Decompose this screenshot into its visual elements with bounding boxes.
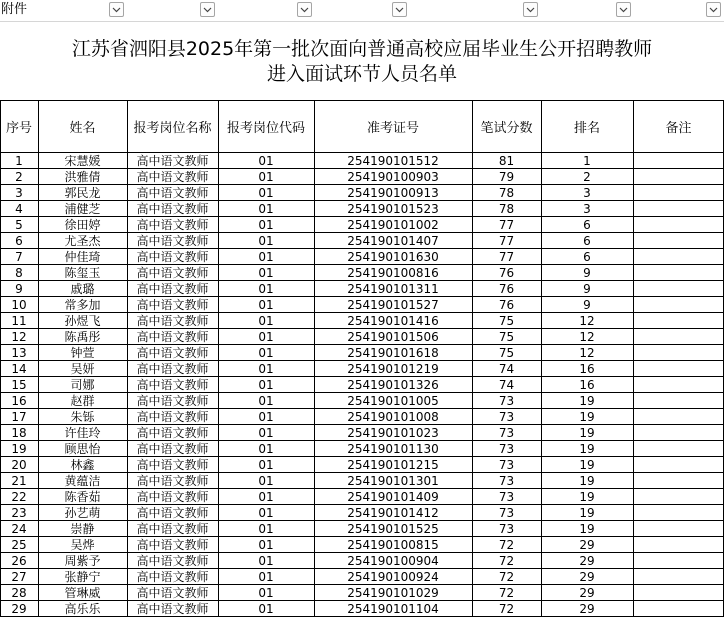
cell-written-score: 72: [498, 602, 515, 616]
cell-position-code: 01: [258, 346, 274, 360]
cell-exam-number: 254190101630: [347, 250, 439, 264]
cell-exam-number: 254190101326: [347, 378, 439, 392]
chevron-down-icon: [395, 7, 404, 13]
attachment-label: 附件: [1, 2, 28, 17]
cell-position-name: 高中语文教师: [136, 490, 209, 504]
cell-name: 顾思怡: [64, 442, 101, 456]
cell-position-code: 01: [258, 570, 274, 584]
cell-position-name: 高中语文教师: [136, 330, 209, 344]
table-column-divider: [472, 100, 473, 616]
cell-position-name: 高中语文教师: [136, 410, 209, 424]
table-column-divider: [218, 100, 219, 616]
cell-written-score: 73: [498, 442, 515, 456]
filter-dropdown-button[interactable]: [616, 2, 631, 17]
table-row-divider: [0, 200, 724, 201]
cell-seq: 19: [11, 442, 27, 456]
cell-position-name: 高中语文教师: [136, 218, 209, 232]
filter-dropdown-button[interactable]: [706, 2, 721, 17]
cell-remarks: [633, 425, 724, 441]
cell-exam-number: 254190101029: [347, 586, 439, 600]
cell-remarks: [633, 201, 724, 217]
cell-remarks: [633, 345, 724, 361]
cell-exam-number: 254190101525: [347, 522, 439, 536]
cell-exam-number: 254190101618: [347, 346, 439, 360]
cell-seq: 9: [15, 282, 23, 296]
cell-name: 孙煜飞: [64, 314, 101, 328]
cell-rank: 12: [579, 346, 595, 360]
cell-remarks: [633, 297, 724, 313]
cell-remarks: [633, 473, 724, 489]
cell-written-score: 74: [498, 378, 515, 392]
column-header-remarks: 备注: [665, 120, 692, 136]
cell-position-code: 01: [258, 410, 274, 424]
cell-name: 高乐乐: [64, 602, 101, 616]
cell-rank: 9: [583, 298, 591, 312]
cell-remarks: [633, 313, 724, 329]
table-row-divider: [0, 184, 724, 185]
chevron-down-icon: [619, 7, 628, 13]
cell-exam-number: 254190101527: [347, 298, 439, 312]
cell-seq: 15: [11, 378, 27, 392]
cell-remarks: [633, 569, 724, 585]
cell-written-score: 73: [498, 410, 515, 424]
cell-written-score: 73: [498, 458, 515, 472]
cell-position-name: 高中语文教师: [136, 442, 209, 456]
cell-exam-number: 254190101005: [347, 394, 439, 408]
cell-exam-number: 254190101130: [347, 442, 439, 456]
cell-seq: 17: [11, 410, 27, 424]
cell-written-score: 73: [498, 490, 515, 504]
chevron-down-icon: [300, 7, 309, 13]
cell-written-score: 75: [498, 346, 515, 360]
filter-dropdown-button[interactable]: [392, 2, 407, 17]
cell-position-code: 01: [258, 490, 274, 504]
cell-seq: 24: [11, 522, 27, 536]
cell-name: 陈玺玉: [64, 266, 101, 280]
cell-name: 戚璐: [70, 282, 95, 296]
cell-position-code: 01: [258, 266, 274, 280]
cell-written-score: 76: [498, 298, 515, 312]
table-row-divider: [0, 472, 724, 473]
cell-name: 浦健芝: [64, 202, 101, 216]
table-row-divider: [0, 600, 724, 601]
cell-remarks: [633, 281, 724, 297]
cell-position-name: 高中语文教师: [136, 298, 209, 312]
cell-written-score: 72: [498, 554, 515, 568]
cell-seq: 6: [15, 234, 23, 248]
cell-name: 徐田婷: [64, 218, 101, 232]
cell-seq: 14: [11, 362, 27, 376]
cell-written-score: 75: [498, 314, 515, 328]
filter-dropdown-button[interactable]: [297, 2, 312, 17]
cell-written-score: 81: [498, 154, 515, 168]
cell-name: 黄蕴洁: [64, 474, 101, 488]
cell-name: 仲佳琦: [64, 250, 101, 264]
cell-exam-number: 254190101104: [347, 602, 439, 616]
cell-written-score: 73: [498, 474, 515, 488]
cell-position-name: 高中语文教师: [136, 346, 209, 360]
column-header-written-score: 笔试分数: [480, 120, 533, 136]
cell-remarks: [633, 505, 724, 521]
cell-remarks: [633, 457, 724, 473]
cell-name: 洪雅倩: [64, 170, 101, 184]
cell-position-name: 高中语文教师: [136, 154, 209, 168]
cell-exam-number: 254190101301: [347, 474, 439, 488]
cell-written-score: 77: [498, 250, 515, 264]
cell-name: 常多加: [64, 298, 101, 312]
cell-position-code: 01: [258, 522, 274, 536]
cell-name: 张静宁: [64, 570, 101, 584]
cell-written-score: 73: [498, 426, 515, 440]
cell-seq: 20: [11, 458, 27, 472]
cell-position-code: 01: [258, 474, 274, 488]
cell-rank: 19: [579, 506, 595, 520]
cell-written-score: 72: [498, 570, 515, 584]
cell-rank: 2: [583, 170, 591, 184]
cell-seq: 26: [11, 554, 27, 568]
cell-seq: 21: [11, 474, 27, 488]
cell-rank: 29: [579, 586, 595, 600]
cell-rank: 12: [579, 330, 595, 344]
cell-exam-number: 254190100924: [347, 570, 439, 584]
cell-name: 吴烨: [70, 538, 95, 552]
cell-position-code: 01: [258, 234, 274, 248]
cell-position-code: 01: [258, 506, 274, 520]
cell-position-name: 高中语文教师: [136, 266, 209, 280]
cell-rank: 19: [579, 458, 595, 472]
cell-rank: 9: [583, 282, 591, 296]
table-row-divider: [0, 152, 724, 153]
cell-rank: 19: [579, 394, 595, 408]
chevron-down-icon: [709, 7, 718, 13]
cell-position-name: 高中语文教师: [136, 506, 209, 520]
filter-dropdown-button[interactable]: [200, 2, 215, 17]
cell-seq: 22: [11, 490, 27, 504]
cell-position-code: 01: [258, 378, 274, 392]
table-row-divider: [0, 296, 724, 297]
cell-position-name: 高中语文教师: [136, 426, 209, 440]
table-row-divider: [0, 232, 724, 233]
table-row-divider: [0, 312, 724, 313]
cell-position-code: 01: [258, 554, 274, 568]
cell-position-code: 01: [258, 186, 274, 200]
cell-position-name: 高中语文教师: [136, 602, 209, 616]
cell-seq: 28: [11, 586, 27, 600]
table-column-divider: [0, 100, 1, 616]
cell-rank: 19: [579, 442, 595, 456]
cell-remarks: [633, 377, 724, 393]
cell-rank: 29: [579, 554, 595, 568]
table-row-divider: [0, 360, 724, 361]
table-row-divider: [0, 100, 724, 101]
cell-name: 周紫予: [64, 554, 101, 568]
cell-position-name: 高中语文教师: [136, 458, 209, 472]
cell-written-score: 77: [498, 234, 515, 248]
cell-position-name: 高中语文教师: [136, 250, 209, 264]
table-column-divider: [314, 100, 315, 616]
cell-remarks: [633, 441, 724, 457]
cell-seq: 29: [11, 602, 27, 616]
cell-rank: 3: [583, 186, 591, 200]
table-row-divider: [0, 392, 724, 393]
cell-position-code: 01: [258, 154, 274, 168]
cell-position-code: 01: [258, 586, 274, 600]
cell-exam-number: 254190101409: [347, 490, 439, 504]
table-row-divider: [0, 456, 724, 457]
cell-position-name: 高中语文教师: [136, 474, 209, 488]
document-title-line-2: 进入面试环节人员名单: [266, 63, 457, 85]
cell-seq: 2: [15, 170, 23, 184]
cell-exam-number: 254190101215: [347, 458, 439, 472]
table-row-divider: [0, 488, 724, 489]
cell-exam-number: 254190101311: [347, 282, 439, 296]
cell-written-score: 76: [498, 282, 515, 296]
cell-remarks: [633, 233, 724, 249]
cell-position-code: 01: [258, 442, 274, 456]
cell-name: 司娜: [70, 378, 95, 392]
cell-written-score: 73: [498, 394, 515, 408]
cell-written-score: 78: [498, 186, 515, 200]
cell-written-score: 77: [498, 218, 515, 232]
cell-remarks: [633, 185, 724, 201]
cell-position-code: 01: [258, 250, 274, 264]
cell-position-name: 高中语文教师: [136, 282, 209, 296]
cell-exam-number: 254190101407: [347, 234, 439, 248]
cell-position-name: 高中语文教师: [136, 170, 209, 184]
cell-exam-number: 254190101512: [347, 154, 439, 168]
table-row-divider: [0, 504, 724, 505]
cell-remarks: [633, 553, 724, 569]
table-row-divider: [0, 280, 724, 281]
cell-written-score: 78: [498, 202, 515, 216]
cell-exam-number: 254190101412: [347, 506, 439, 520]
cell-position-code: 01: [258, 282, 274, 296]
table-row-divider: [0, 264, 724, 265]
column-header-name: 姓名: [69, 120, 96, 136]
cell-position-name: 高中语文教师: [136, 362, 209, 376]
table-column-divider: [541, 100, 542, 616]
table-row-divider: [0, 376, 724, 377]
cell-remarks: [633, 521, 724, 537]
table-row-divider: [0, 408, 724, 409]
cell-rank: 6: [583, 218, 591, 232]
cell-name: 林鑫: [70, 458, 95, 472]
table-row-divider: [0, 584, 724, 585]
cell-position-name: 高中语文教师: [136, 554, 209, 568]
table-row-divider: [0, 440, 724, 441]
cell-name: 朱铄: [70, 410, 95, 424]
table-row-divider: [0, 248, 724, 249]
cell-remarks: [633, 265, 724, 281]
cell-remarks: [633, 393, 724, 409]
cell-position-name: 高中语文教师: [136, 186, 209, 200]
cell-rank: 16: [579, 362, 595, 376]
cell-exam-number: 254190101008: [347, 410, 439, 424]
table-row-divider: [0, 520, 724, 521]
table-row-divider: [0, 536, 724, 537]
cell-written-score: 75: [498, 330, 515, 344]
table-row-divider: [0, 168, 724, 169]
cell-seq: 1: [15, 154, 23, 168]
cell-seq: 5: [15, 218, 23, 232]
cell-seq: 25: [11, 538, 27, 552]
cell-seq: 8: [15, 266, 23, 280]
cell-position-name: 高中语文教师: [136, 570, 209, 584]
cell-position-name: 高中语文教师: [136, 538, 209, 552]
cell-seq: 23: [11, 506, 27, 520]
cell-exam-number: 254190100815: [347, 538, 439, 552]
cell-position-code: 01: [258, 362, 274, 376]
cell-name: 许佳玲: [64, 426, 101, 440]
cell-exam-number: 254190100913: [347, 186, 439, 200]
cell-exam-number: 254190101416: [347, 314, 439, 328]
cell-remarks: [633, 489, 724, 505]
cell-seq: 16: [11, 394, 27, 408]
cell-name: 陈禹彤: [64, 330, 101, 344]
cell-name: 吴妍: [70, 362, 95, 376]
cell-position-name: 高中语文教师: [136, 234, 209, 248]
filter-dropdown-button[interactable]: [109, 2, 124, 17]
table-column-divider: [633, 100, 634, 616]
cell-position-code: 01: [258, 202, 274, 216]
table-row-divider: [0, 216, 724, 217]
table-row-divider: [0, 552, 724, 553]
cell-seq: 4: [15, 202, 23, 216]
cell-exam-number: 254190101506: [347, 330, 439, 344]
cell-seq: 12: [11, 330, 27, 344]
cell-written-score: 74: [498, 362, 515, 376]
cell-written-score: 76: [498, 266, 515, 280]
cell-position-name: 高中语文教师: [136, 378, 209, 392]
cell-seq: 18: [11, 426, 27, 440]
cell-seq: 11: [11, 314, 27, 328]
cell-exam-number: 254190101002: [347, 218, 439, 232]
cell-remarks: [633, 249, 724, 265]
cell-name: 赵群: [70, 394, 95, 408]
cell-rank: 6: [583, 234, 591, 248]
cell-seq: 7: [15, 250, 23, 264]
cell-name: 宋慧媛: [64, 154, 101, 168]
cell-written-score: 79: [498, 170, 515, 184]
table-row-divider: [0, 424, 724, 425]
cell-position-name: 高中语文教师: [136, 394, 209, 408]
column-header-exam-number: 准考证号: [366, 120, 419, 136]
cell-position-code: 01: [258, 426, 274, 440]
document-title-line-1: 江苏省泗阳县2025年第一批次面向普通高校应届毕业生公开招聘教师: [71, 38, 653, 60]
cell-rank: 19: [579, 474, 595, 488]
cell-remarks: [633, 217, 724, 233]
column-header-seq: 序号: [5, 120, 32, 136]
cell-remarks: [633, 169, 724, 185]
cell-name: 尤圣杰: [64, 234, 101, 248]
cell-position-code: 01: [258, 458, 274, 472]
cell-name: 崇静: [70, 522, 95, 536]
cell-remarks: [633, 409, 724, 425]
cell-rank: 19: [579, 490, 595, 504]
table-column-divider: [127, 100, 128, 616]
cell-exam-number: 254190101523: [347, 202, 439, 216]
table-row-divider: [0, 568, 724, 569]
cell-exam-number: 254190100903: [347, 170, 439, 184]
cell-rank: 3: [583, 202, 591, 216]
cell-rank: 16: [579, 378, 595, 392]
cell-rank: 29: [579, 602, 595, 616]
cell-written-score: 73: [498, 506, 515, 520]
cell-position-code: 01: [258, 170, 274, 184]
cell-exam-number: 254190101023: [347, 426, 439, 440]
cell-rank: 29: [579, 538, 595, 552]
cell-exam-number: 254190100816: [347, 266, 439, 280]
cell-rank: 19: [579, 426, 595, 440]
cell-position-code: 01: [258, 218, 274, 232]
table-row-divider: [0, 328, 724, 329]
cell-seq: 27: [11, 570, 27, 584]
cell-position-name: 高中语文教师: [136, 586, 209, 600]
filter-row: [0, 0, 724, 22]
cell-position-name: 高中语文教师: [136, 522, 209, 536]
cell-name: 孙艺萌: [64, 506, 101, 520]
cell-name: 管琳威: [64, 586, 101, 600]
candidate-table: [0, 100, 724, 616]
cell-rank: 12: [579, 314, 595, 328]
cell-written-score: 73: [498, 522, 515, 536]
cell-seq: 10: [11, 298, 27, 312]
cell-name: 陈香茹: [64, 490, 101, 504]
chevron-down-icon: [203, 7, 212, 13]
cell-position-code: 01: [258, 538, 274, 552]
cell-exam-number: 254190100904: [347, 554, 439, 568]
cell-position-code: 01: [258, 602, 274, 616]
cell-remarks: [633, 361, 724, 377]
cell-remarks: [633, 537, 724, 553]
cell-written-score: 72: [498, 538, 515, 552]
cell-position-code: 01: [258, 314, 274, 328]
table-row-divider: [0, 344, 724, 345]
cell-seq: 13: [11, 346, 27, 360]
cell-remarks: [633, 585, 724, 601]
filter-dropdown-button[interactable]: [523, 2, 538, 17]
cell-rank: 1: [583, 154, 591, 168]
column-header-position-name: 报考岗位名称: [133, 120, 212, 136]
cell-position-name: 高中语文教师: [136, 314, 209, 328]
cell-position-code: 01: [258, 330, 274, 344]
cell-position-code: 01: [258, 298, 274, 312]
cell-remarks: [633, 153, 724, 169]
cell-exam-number: 254190101219: [347, 362, 439, 376]
cell-rank: 29: [579, 570, 595, 584]
cell-position-name: 高中语文教师: [136, 202, 209, 216]
chevron-down-icon: [112, 7, 121, 13]
column-header-rank: 排名: [573, 120, 600, 136]
cell-written-score: 72: [498, 586, 515, 600]
cell-position-code: 01: [258, 394, 274, 408]
cell-rank: 19: [579, 522, 595, 536]
column-header-position-code: 报考岗位代码: [226, 120, 305, 136]
cell-rank: 6: [583, 250, 591, 264]
cell-rank: 9: [583, 266, 591, 280]
chevron-down-icon: [526, 7, 535, 13]
cell-name: 郭民龙: [64, 186, 101, 200]
cell-rank: 19: [579, 410, 595, 424]
cell-remarks: [633, 329, 724, 345]
cell-seq: 3: [15, 186, 23, 200]
table-column-divider: [38, 100, 39, 616]
cell-name: 钟萱: [70, 346, 95, 360]
